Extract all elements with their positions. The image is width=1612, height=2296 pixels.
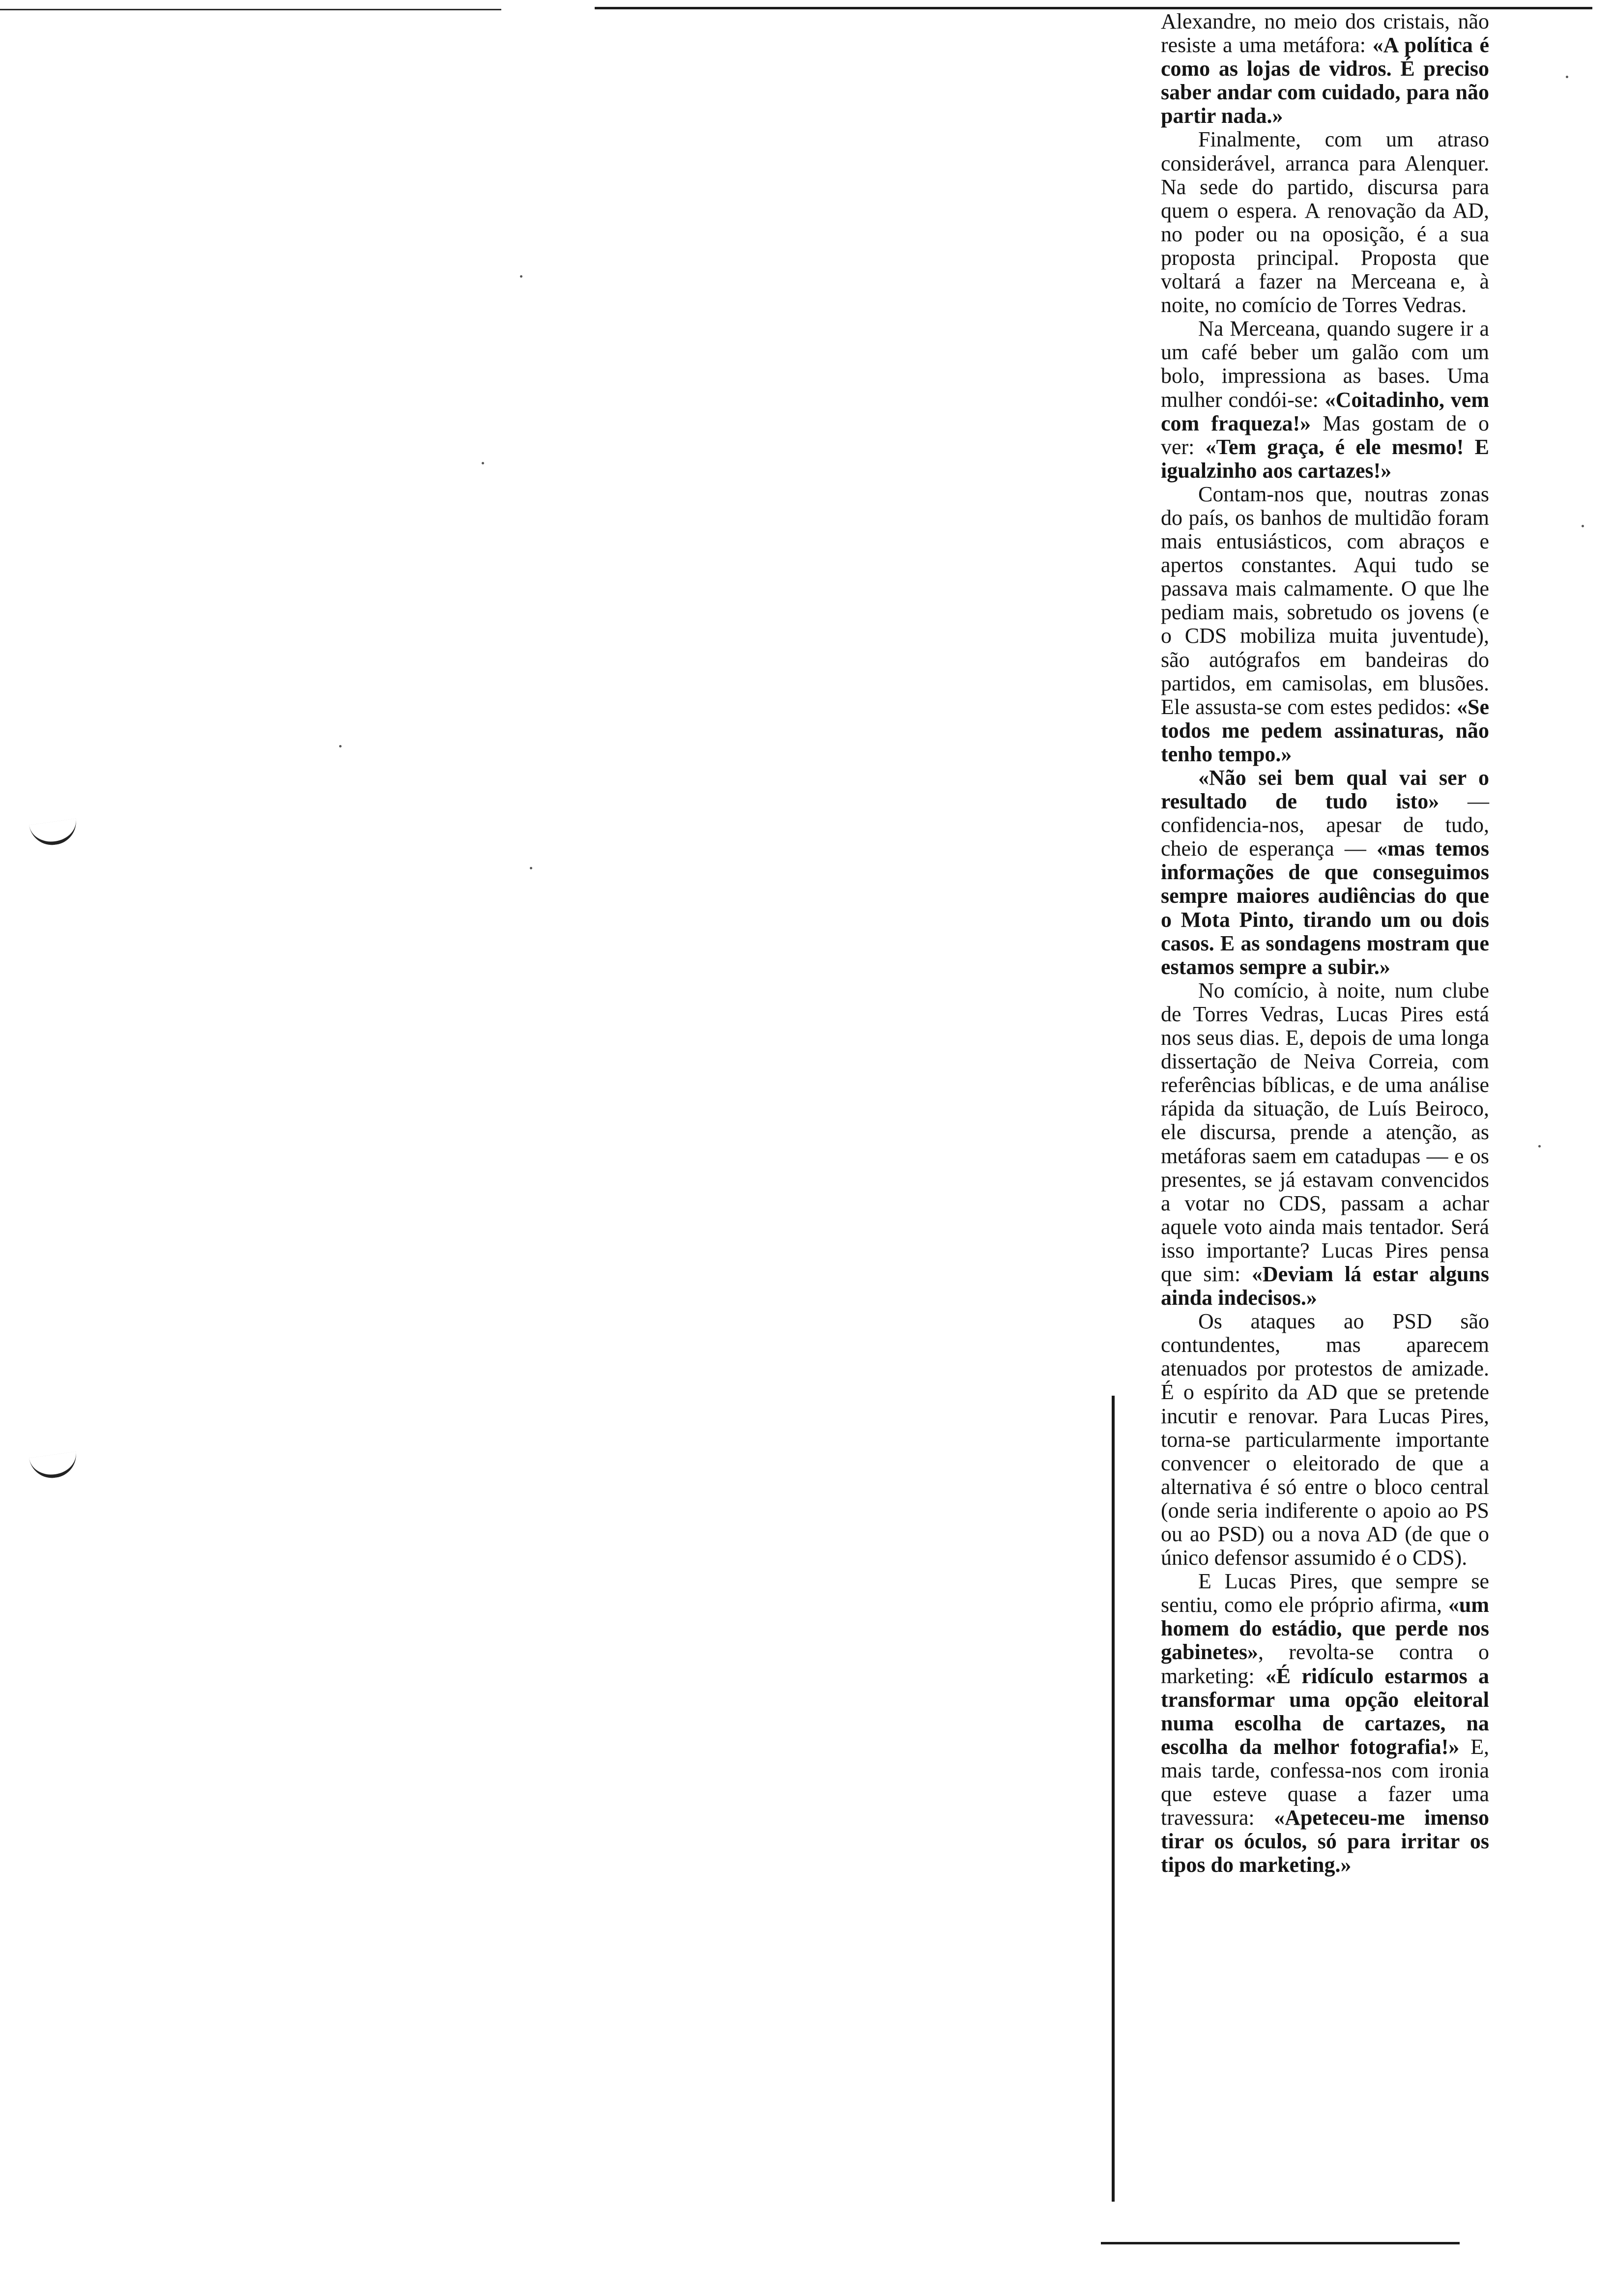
quote-text: «um homem do estádio, que perde nos gabinetes» <box>1161 1593 1489 1665</box>
quote-text: «mas temos informações de que conseguimos sempre maiores audiências do que o Mota Pinto, tirando um ou dois casos. E as sondagens mostram que estamos sempre a subir.» <box>1161 836 1490 979</box>
scan-speck <box>530 867 532 869</box>
body-text: No comício, à noite, num clube de Torres Vedras, Lucas Pires está nos seus dias. E, depois de uma longa dissertação de Neiva Correia, com referências bíblicas, e de uma análise rápida da situação, de Luís Beiroco, ele discursa, prende a atenção, as metáforas saem em catadupas — e os presentes, se já estavam convencidos a votar no CDS, passam a achar aquele voto ainda mais tentador. Será isso importante? Lucas Pires pensa que sim: <box>1161 978 1489 1286</box>
margin-bar <box>1112 1396 1115 2202</box>
scan-speck <box>339 745 342 747</box>
body-text: E Lucas Pires, que sempre se sentiu, como ele próprio afirma, <box>1161 1569 1489 1617</box>
quote-text: «Se todos me pedem assinaturas, não tenho tempo.» <box>1161 694 1489 766</box>
quote-text: «Deviam lá estar alguns ainda indecisos.» <box>1161 1262 1490 1310</box>
article-paragraph <box>1161 1310 1489 1570</box>
body-text: , revolta-se contra o marketing: <box>1161 1640 1489 1688</box>
scan-speck <box>1582 525 1584 527</box>
article-paragraph <box>1161 128 1489 317</box>
body-text: Alexandre, no meio dos cristais, não resiste a uma metáfora: <box>1161 9 1489 57</box>
quote-text: «Tem graça, é ele mesmo! E igualzinho aos cartazes!» <box>1161 434 1489 483</box>
scan-speck <box>482 462 484 464</box>
body-text: Na Merceana, quando sugere ir a um café beber um galão com um bolo, impressiona as bases. Uma mulher condói-se: <box>1161 316 1489 412</box>
scan-speck <box>1538 1145 1541 1148</box>
article-paragraph <box>1161 317 1489 483</box>
quote-text: «É ridículo estarmos a transformar uma opção eleitoral numa escolha de cartazes, na escolha da melhor fotografia!» <box>1161 1664 1489 1759</box>
quote-text: «Não sei bem qual vai ser o resultado de tudo isto» <box>1161 766 1489 814</box>
binding-mark-lower <box>29 1452 79 1481</box>
body-text: Mas gostam de o ver: <box>1161 411 1490 459</box>
scan-speck <box>1566 76 1568 78</box>
body-text: E, mais tarde, confessa-nos com ironia que esteve quase a fazer uma travessura: <box>1161 1734 1489 1830</box>
binding-mark-upper <box>29 819 79 848</box>
quote-text: «A política é como as lojas de vidros. É preciso saber andar com cuidado, para não partir nada.» <box>1161 33 1490 128</box>
article-paragraph <box>1161 979 1489 1310</box>
scan-speck <box>520 275 522 278</box>
article-column <box>1161 10 1489 1877</box>
body-text: Os ataques ao PSD são contundentes, mas aparecem atenuados por protestos de amizade. É o espírito da AD que se pretende incutir e renovar. Para Lucas Pires, torna-se particularmente importante convencer o eleitorado de que a alternativa é só entre o bloco central (onde seria indiferente o apoio ao PS ou ao PSD) ou a nova AD (de que o único defensor assumido é o CDS). <box>1161 1309 1489 1570</box>
article-paragraph <box>1161 1570 1489 1877</box>
article-paragraph <box>1161 766 1489 979</box>
article-paragraph <box>1161 483 1489 766</box>
top-rule-left <box>0 9 501 10</box>
bottom-rule <box>1101 2242 1460 2244</box>
body-text: Finalmente, com um atraso considerável, arranca para Alenquer. Na sede do partido, discursa para quem o espera. A renovação da AD, no poder ou na oposição, é a sua proposta principal. Proposta que voltará a fazer na Merceana e, à noite, no comício de Torres Vedras. <box>1161 127 1489 317</box>
article-paragraph <box>1161 10 1489 128</box>
quote-text: «Apeteceu-me imenso tirar os óculos, só para irritar os tipos do marketing.» <box>1161 1806 1489 1877</box>
body-text: — confidencia-nos, apesar de tudo, cheio de esperança — <box>1161 789 1489 861</box>
quote-text: «Coitadinho, vem com fraqueza!» <box>1161 387 1489 435</box>
body-text: Contam-nos que, noutras zonas do país, os banhos de multidão foram mais entusiásticos, com abraços e apertos constantes. Aqui tudo se passava mais calmamente. O que lhe pediam mais, sobretudo os jovens (e o CDS mobiliza muita juventude), são autógrafos em bandeiras do partidos, em camisolas, em blusões. Ele assusta-se com estes pedidos: <box>1161 482 1489 719</box>
